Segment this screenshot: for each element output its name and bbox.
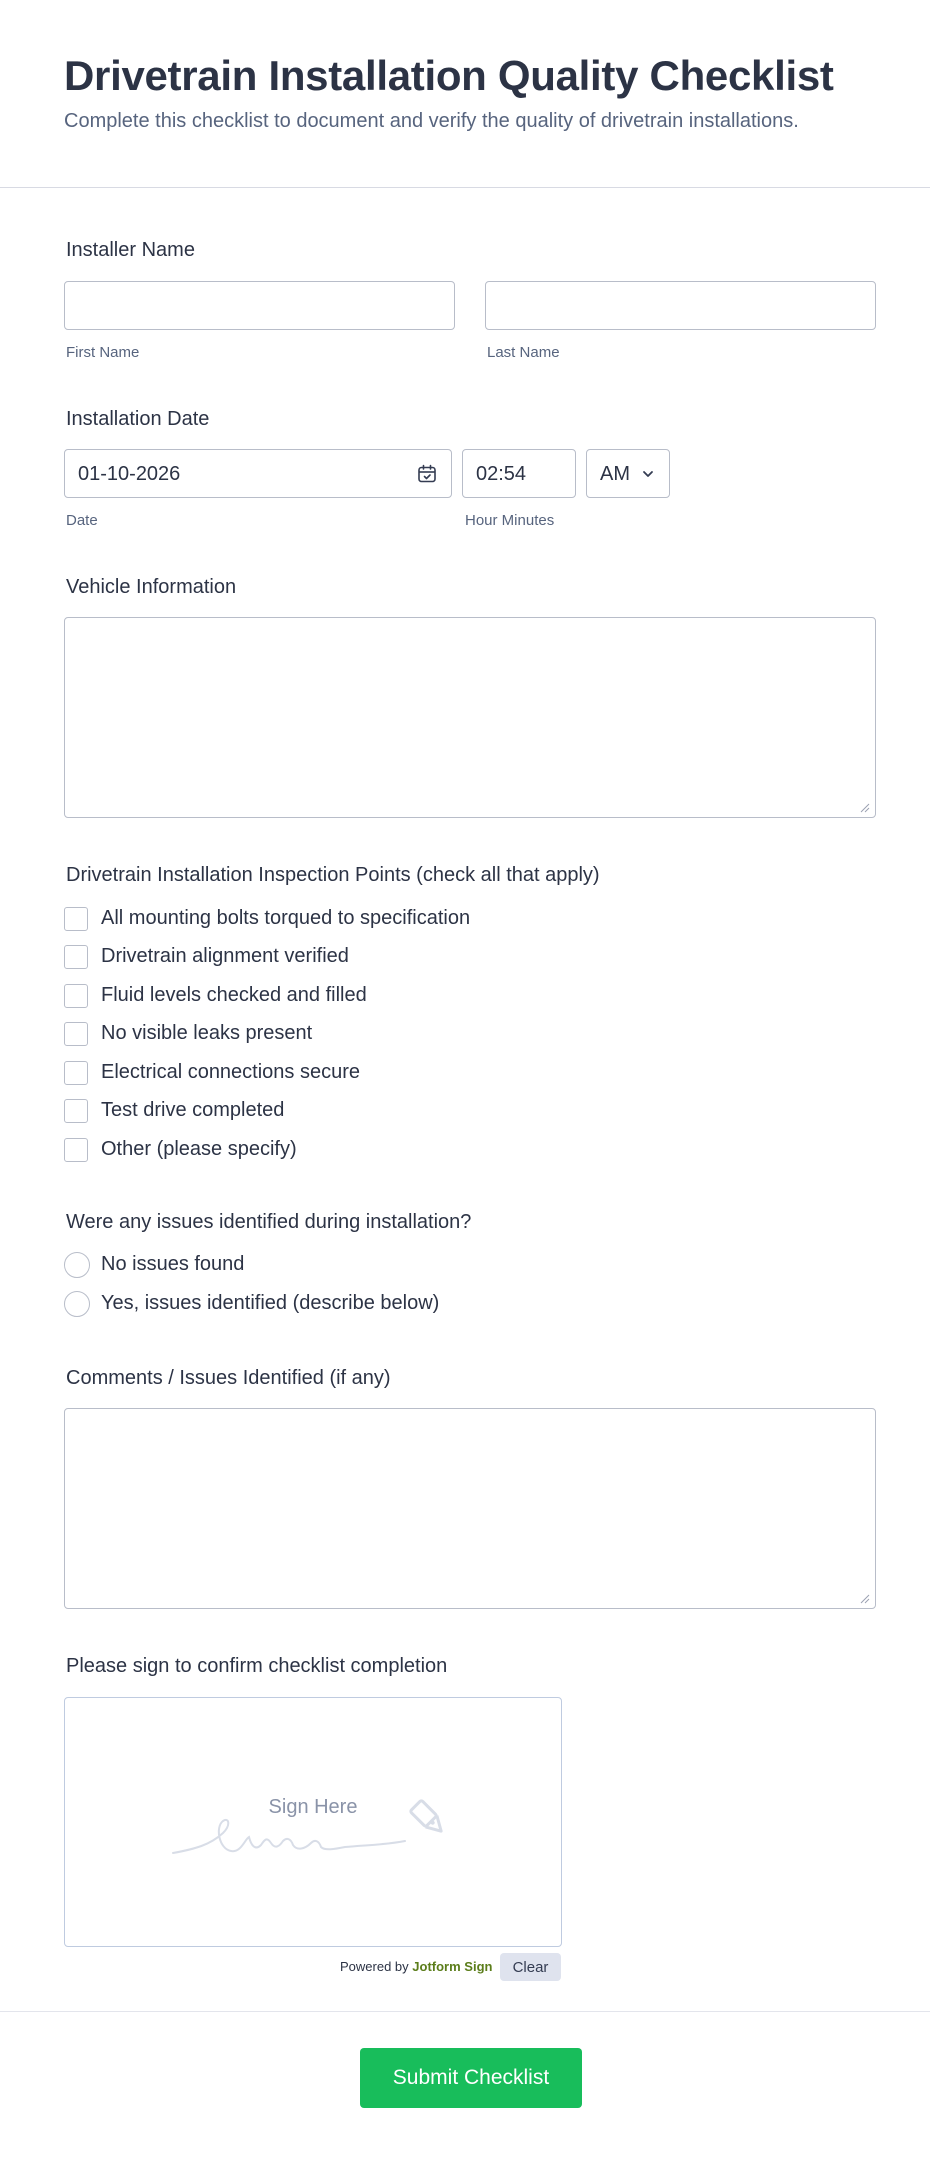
footer-divider bbox=[0, 2011, 930, 2012]
signature-label: Please sign to confirm checklist completion bbox=[66, 1655, 448, 1677]
resize-grip-icon[interactable] bbox=[860, 1594, 870, 1604]
option-label: Test drive completed bbox=[101, 1099, 285, 1121]
vehicle-info-label: Vehicle Information bbox=[66, 576, 237, 598]
last-name-input[interactable] bbox=[485, 281, 876, 330]
sign-here-placeholder: Sign Here bbox=[268, 1796, 358, 1818]
jotform-sign-brand: Jotform Sign bbox=[412, 1959, 493, 1974]
option-label: Other (please specify) bbox=[101, 1138, 297, 1160]
date-input[interactable] bbox=[64, 449, 452, 498]
inspection-points-label: Drivetrain Installation Inspection Points (check all that apply) bbox=[66, 864, 600, 886]
installer-name-label: Installer Name bbox=[66, 239, 195, 261]
powered-by-text bbox=[340, 1959, 492, 1974]
option-label: Drivetrain alignment verified bbox=[101, 945, 349, 967]
checkbox[interactable] bbox=[64, 945, 88, 969]
form-subtitle: Complete this checklist to document and verify the quality of drivetrain installations. bbox=[64, 110, 799, 132]
checkbox[interactable] bbox=[64, 1138, 88, 1162]
vehicle-info-textarea[interactable] bbox=[64, 617, 876, 818]
date-sublabel: Date bbox=[66, 512, 98, 529]
ampm-value: AM bbox=[600, 463, 630, 485]
option-label: Fluid levels checked and filled bbox=[101, 984, 367, 1006]
first-name-sublabel: First Name bbox=[66, 344, 140, 361]
option-label: All mounting bolts torqued to specification bbox=[101, 907, 471, 929]
option-label: Electrical connections secure bbox=[101, 1061, 361, 1083]
radio-button[interactable] bbox=[64, 1252, 90, 1278]
time-value: 02:54 bbox=[476, 463, 527, 485]
form-title: Drivetrain Installation Quality Checklist bbox=[64, 52, 834, 99]
installation-date-label: Installation Date bbox=[66, 408, 210, 430]
comments-label: Comments / Issues Identified (if any) bbox=[66, 1367, 391, 1389]
chevron-down-icon bbox=[641, 467, 655, 481]
time-input[interactable] bbox=[462, 449, 576, 498]
option-label: Yes, issues identified (describe below) bbox=[101, 1292, 440, 1314]
form-header bbox=[0, 0, 930, 188]
powered-prefix: Powered by bbox=[340, 1959, 409, 1974]
checkbox[interactable] bbox=[64, 984, 88, 1008]
issues-question-label: Were any issues identified during installation? bbox=[66, 1211, 472, 1233]
calendar-icon[interactable] bbox=[417, 464, 437, 484]
ampm-select[interactable] bbox=[586, 449, 670, 498]
submit-button[interactable]: Submit Checklist bbox=[360, 2048, 582, 2108]
checkbox[interactable] bbox=[64, 1061, 88, 1085]
last-name-sublabel: Last Name bbox=[487, 344, 560, 361]
option-label: No issues found bbox=[101, 1253, 245, 1275]
clear-signature-button[interactable]: Clear bbox=[500, 1953, 561, 1981]
checkbox[interactable] bbox=[64, 907, 88, 931]
comments-textarea[interactable] bbox=[64, 1408, 876, 1609]
first-name-input[interactable] bbox=[64, 281, 455, 330]
checkbox[interactable] bbox=[64, 1022, 88, 1046]
signature-pad[interactable] bbox=[64, 1697, 562, 1947]
radio-button[interactable] bbox=[64, 1291, 90, 1317]
date-value: 01-10-2026 bbox=[78, 463, 181, 485]
time-sublabel: Hour Minutes bbox=[465, 512, 555, 529]
option-label: No visible leaks present bbox=[101, 1022, 313, 1044]
checkbox[interactable] bbox=[64, 1099, 88, 1123]
resize-grip-icon[interactable] bbox=[860, 803, 870, 813]
